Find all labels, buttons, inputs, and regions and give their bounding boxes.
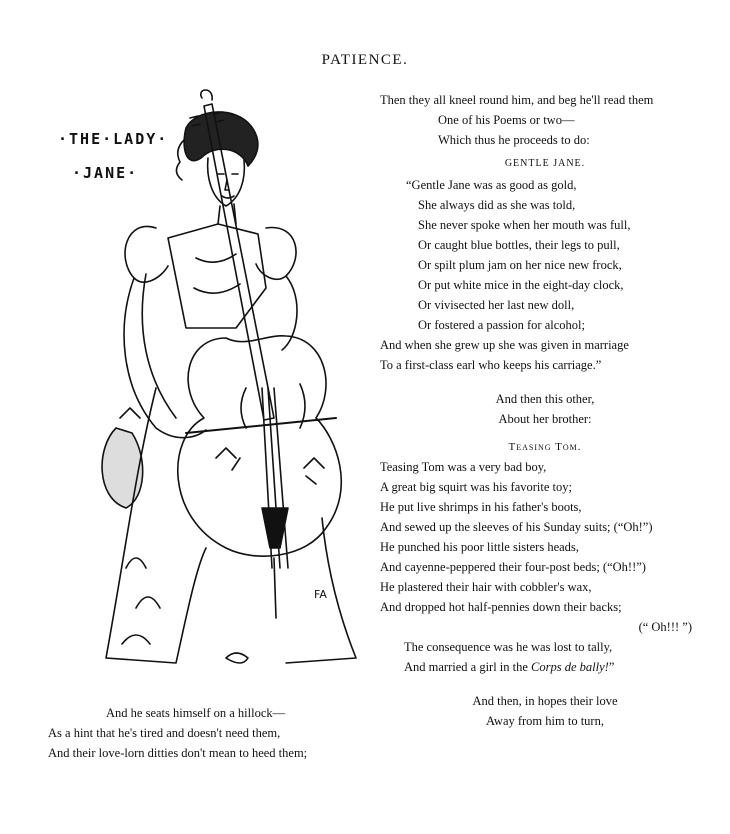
poem-line: A great big squirt was his favorite toy; <box>380 480 572 494</box>
poem-line: Or put white mice in the eight-day clock, <box>418 278 624 292</box>
poem-line: And dropped hot half-pennies down their backs; <box>380 600 622 614</box>
narrative-line: And their love-lorn ditties don't mean to heed them; <box>48 746 308 760</box>
poem-line-italic: Corps de bally! <box>531 660 609 674</box>
narrative-line: And he seats himself on a hillock— <box>106 706 286 720</box>
poem-line: She never spoke when her mouth was full, <box>418 218 631 232</box>
poem-line: Or vivisected her last new doll, <box>418 298 575 312</box>
bridge-line: About her brother: <box>498 412 592 426</box>
poem-line: He put live shrimps in his father's boots, <box>380 500 582 514</box>
poem-line: “Gentle Jane was as good as gold, <box>406 178 577 192</box>
poem-line: He plastered their hair with cobbler's wax, <box>380 580 592 594</box>
poem-line-quote: ” <box>608 660 615 674</box>
poem-line: And when she grew up she was given in marriage <box>380 338 629 352</box>
illustrator-monogram: FA <box>314 588 327 601</box>
illustration-caption-line1: ·THE·LADY· <box>58 130 169 148</box>
bridge-line: And then this other, <box>495 392 595 406</box>
poem-line: Or spilt plum jam on her nice new frock, <box>418 258 622 272</box>
poem-line: Teasing Tom was a very bad boy, <box>380 460 547 474</box>
outro-line: Away from him to turn, <box>486 714 604 728</box>
poem-line: And cayenne-peppered their four-post beds; (“Oh!!”) <box>380 560 646 574</box>
poem-title-teasing-tom: Teasing Tom. <box>508 441 582 453</box>
poem-line: Or caught blue bottles, their legs to pull, <box>418 238 620 252</box>
lady-jane-illustration <box>36 88 376 678</box>
poem-line: To a first-class earl who keeps his carriage.” <box>380 358 602 372</box>
poem-title-gentle-jane: GENTLE JANE. <box>504 158 586 169</box>
narrative-line: As a hint that he's tired and doesn't need them, <box>48 726 281 740</box>
poem-column <box>380 90 710 731</box>
intro-line: Then they all kneel round him, and beg he'll read them <box>380 93 654 107</box>
poem-line <box>380 657 710 677</box>
intro-line: One of his Poems or two— <box>438 113 575 127</box>
illustration-caption-line2: ·JANE· <box>72 164 139 182</box>
intro-line: Which thus he proceeds to do: <box>438 133 590 147</box>
narrative-text <box>48 703 368 763</box>
poem-line: She always did as she was told, <box>418 198 576 212</box>
poem-exclamation: (“ Oh!!! ”) <box>638 620 692 634</box>
page-title: PATIENCE. <box>321 52 409 68</box>
poem-line: He punched his poor little sisters heads, <box>380 540 579 554</box>
poem-line: And sewed up the sleeves of his Sunday suits; (“Oh!”) <box>380 520 653 534</box>
poem-line: Or fostered a passion for alcohol; <box>418 318 585 332</box>
poem-line: The consequence was he was lost to tally, <box>404 640 613 654</box>
outro-line: And then, in hopes their love <box>472 694 618 708</box>
poem-line-text: And married a girl in the <box>404 660 532 674</box>
